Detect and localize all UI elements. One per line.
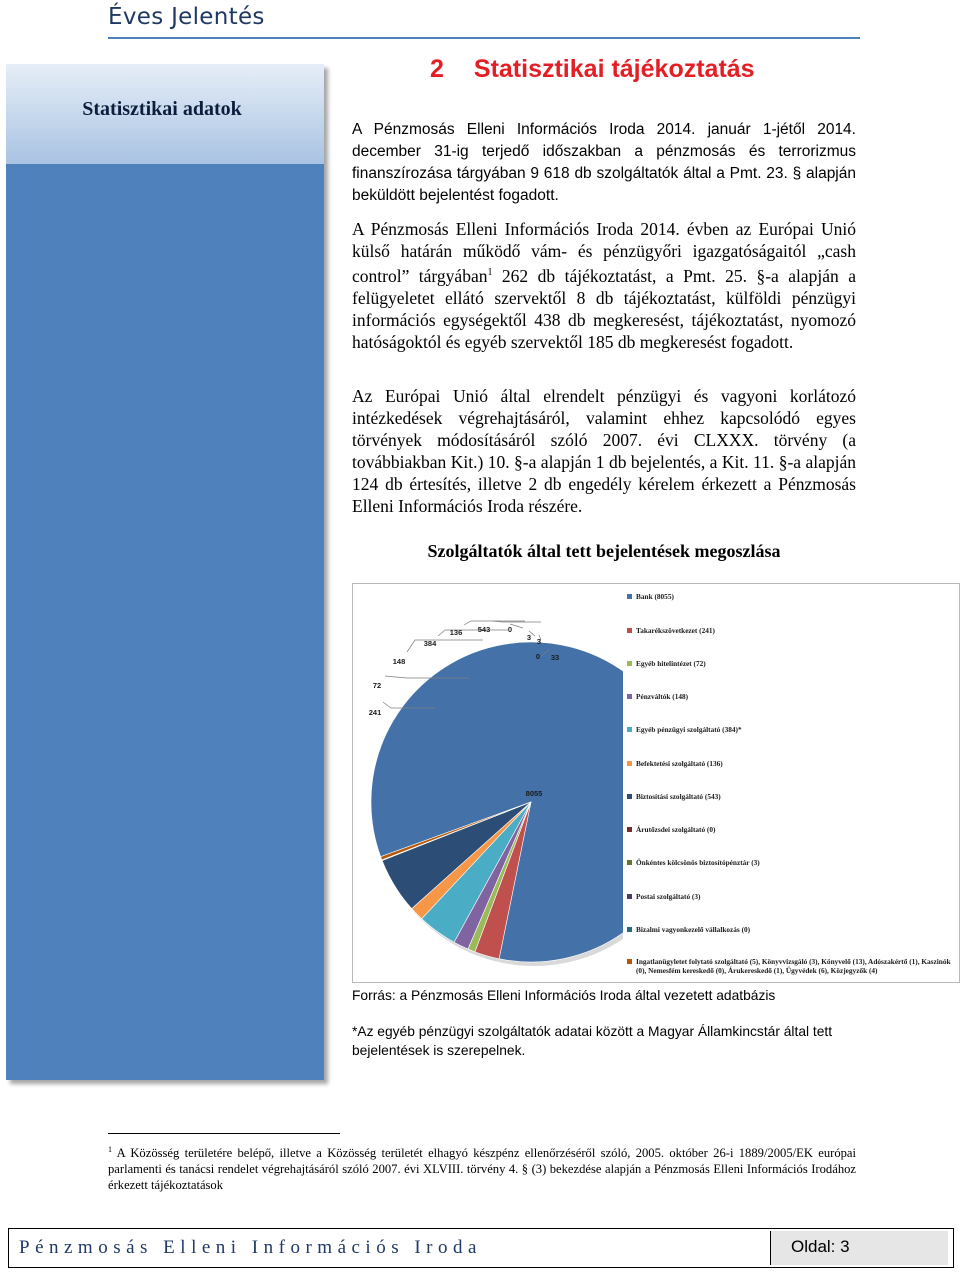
legend-label: Postai szolgáltató (3) bbox=[636, 892, 701, 901]
legend-label: Pénzváltók (148) bbox=[636, 692, 689, 701]
header-rule bbox=[108, 37, 860, 39]
pie-data-label: 0 bbox=[535, 652, 541, 661]
legend-swatch bbox=[627, 827, 632, 832]
pie-chart-plot bbox=[353, 584, 623, 982]
legend-swatch bbox=[627, 727, 632, 732]
paragraph-other-reports-b: 262 db tájékoztatást, a Pmt. 25. §-a alapján a felügyeletet ellátó szervektől 8 db tájékoztatást, külföldi pénzügyi információs egységektől 438 db megkeresést, tájékoztatást, nyomozó hatóságoktól és egyéb szervektől 185 db megkeresést fogadott. bbox=[352, 265, 856, 352]
pie-data-label: 0 bbox=[507, 625, 513, 634]
pie-chart bbox=[352, 583, 960, 983]
leader-line bbox=[464, 621, 525, 625]
paragraph-sanctions: Az Európai Unió által elrendelt pénzügyi és vagyoni korlátozó intézkedések végrehajtásáról, valamint ehhez kapcsolódó egyes törvények módosításáról szóló 2007. évi CLXXX. törvény (a továbbiakban Kit.) 10. §-a alapján 1 db bejelentés, a Kit. 11. §-a alapján 124 db értesítés, illetve 2 db engedély kérelem érkezett a Pénzmosás Elleni Információs Iroda részére. bbox=[352, 386, 856, 516]
pie-data-label: 8055 bbox=[525, 789, 543, 798]
leader-line bbox=[407, 640, 483, 652]
legend-label: Önkéntes kölcsönös biztosítópénztár (3) bbox=[636, 858, 760, 867]
chart-source: Forrás: a Pénzmosás Elleni Információs Iroda által vezetett adatbázis bbox=[352, 988, 776, 1003]
section-title: Statisztikai tájékoztatás bbox=[473, 55, 755, 83]
pie-data-label: 543 bbox=[477, 625, 491, 634]
page-header bbox=[108, 0, 860, 40]
pie-data-label: 241 bbox=[368, 708, 382, 717]
legend-label: Egyéb pénzügyi szolgáltató (384)* bbox=[636, 725, 742, 734]
legend-swatch bbox=[627, 594, 632, 599]
leader-line bbox=[438, 630, 508, 636]
legend-swatch bbox=[627, 927, 632, 932]
pie-data-label: 148 bbox=[392, 657, 406, 666]
footer-organization: Pénzmosás Elleni Információs Iroda bbox=[19, 1237, 482, 1258]
legend-swatch bbox=[627, 628, 632, 633]
chart-title: Szolgáltatók által tett bejelentések megoszlása bbox=[427, 541, 781, 561]
section-heading bbox=[430, 55, 755, 84]
pie-data-label: 384 bbox=[423, 639, 437, 648]
footnote-rule bbox=[108, 1133, 340, 1134]
legend-label: Biztosítási szolgáltató (543) bbox=[636, 792, 721, 801]
footnote bbox=[108, 1142, 856, 1193]
footer-page-box bbox=[770, 1231, 948, 1265]
section-number: 2 bbox=[430, 55, 444, 83]
page-number: Oldal: 3 bbox=[791, 1237, 850, 1256]
paragraph-other-reports bbox=[352, 218, 856, 353]
legend-label: Árutőzsdei szolgáltató (0) bbox=[636, 825, 716, 834]
legend-label: Bizalmi vagyonkezelő vállalkozás (0) bbox=[636, 925, 751, 934]
report-title: Éves Jelentés bbox=[108, 4, 265, 30]
legend-swatch bbox=[627, 860, 632, 865]
chart-note: *Az egyéb pénzügyi szolgáltatók adatai között a Magyar Államkincstár által tett bejelentések is szerepelnek. bbox=[352, 1024, 833, 1058]
legend-swatch bbox=[627, 959, 632, 964]
pie-data-label: 72 bbox=[372, 681, 382, 690]
pie-data-label: 3 bbox=[536, 637, 542, 646]
legend-label: Egyéb hitelintézet (72) bbox=[636, 659, 706, 668]
paragraph-reports-received: A Pénzmosás Elleni Információs Iroda 2014. január 1-jétől 2014. december 31-ig terjedő időszakban a pénzmosás és terrorizmus finanszírozása tárgyában 9 618 db szolgáltatók által a Pmt. 23. § alapján beküldött bejelentést fogadott. bbox=[352, 121, 856, 204]
legend-label: Bank (8055) bbox=[636, 592, 674, 601]
legend-label: Ingatlanügyletet folytató szolgáltató (5), Könyvvizsgáló (3), Könyvelő (13), Adószakértő (1), Kaszinók (0), Nemesfém kereskedő (0), Árukereskedő (1), Ügyvédek (6), Közjegyzők (4) bbox=[636, 957, 951, 975]
page-footer bbox=[8, 1228, 954, 1268]
pie-data-label: 136 bbox=[449, 628, 463, 637]
sidebar-label: Statisztikai adatok bbox=[82, 98, 242, 120]
legend-label: Befektetési szolgáltató (136) bbox=[636, 759, 723, 768]
legend-swatch bbox=[627, 894, 632, 899]
pie-data-label: 3 bbox=[526, 633, 532, 642]
paragraph-other-reports-a: A Pénzmosás Elleni Információs Iroda 2014. évben az Európai Unió külső határán működő vám- és pénzügyőri igazgatóságaitól „cash control” tárgyában bbox=[352, 219, 856, 286]
legend-swatch bbox=[627, 794, 632, 799]
footnote-reference: 1 bbox=[487, 267, 493, 278]
legend-swatch bbox=[627, 761, 632, 766]
pie-data-label: 33 bbox=[550, 653, 560, 662]
footnote-text: A Közösség területére belépő, illetve a Közösség területét elhagyó készpénz ellenőrzéséről szóló, 2005. október 26-i 1889/2005/EK európai parlamenti és tanácsi rendelet végrehajtásáról szóló 2007. évi XLVIII. törvény 4. § (3) bekezdése alapján a Pénzmosás Elleni Információs Irodához érkezett tájékoztatások bbox=[108, 1146, 856, 1193]
footnote-marker: 1 bbox=[108, 1145, 112, 1154]
sidebar-panel bbox=[6, 64, 324, 1080]
legend-label: Takarékszövetkezet (241) bbox=[636, 626, 715, 635]
legend-swatch bbox=[627, 661, 632, 666]
legend-swatch bbox=[627, 694, 632, 699]
